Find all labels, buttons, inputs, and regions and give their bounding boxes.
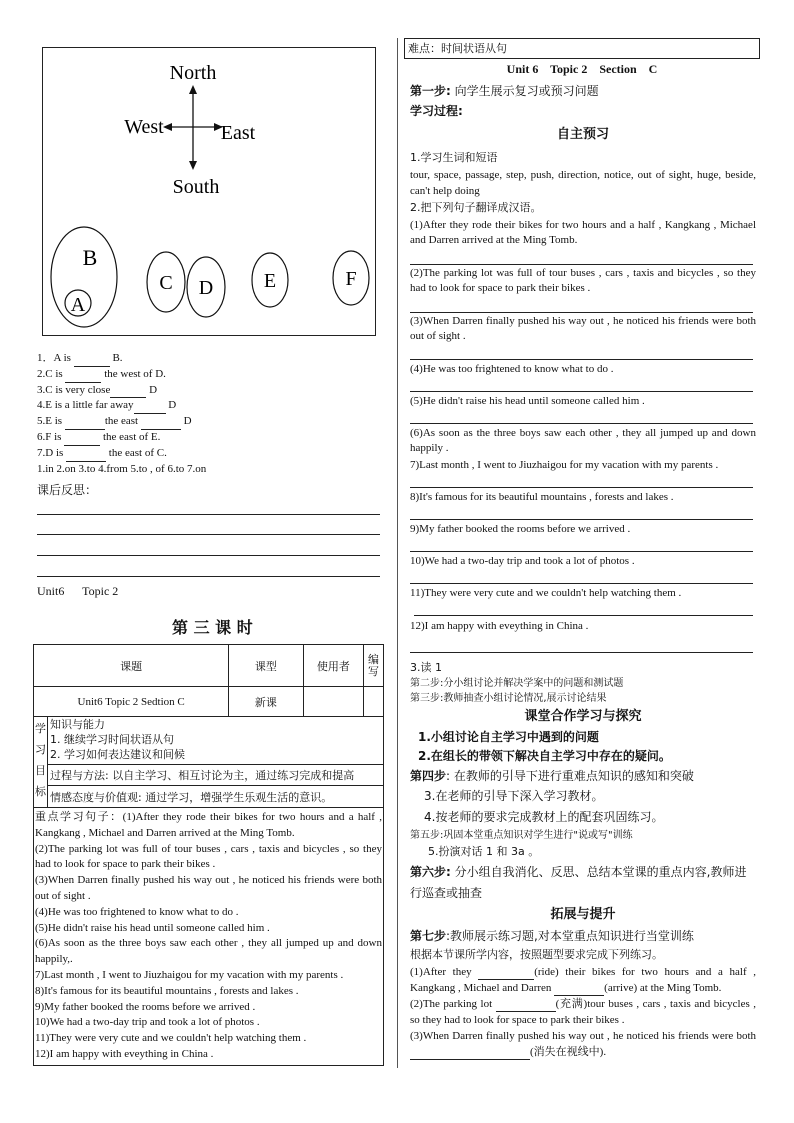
header-author: 编写 [364, 645, 384, 687]
compass-west-label: West [124, 116, 164, 138]
position-diagram [42, 47, 377, 337]
difficulty-box: 难点：时间状语从句 [404, 38, 760, 59]
reflection-line [37, 514, 380, 515]
cell-type: 新课 [229, 687, 303, 717]
step-4-item: 3.在老师的引导下深入学习教材。 [424, 789, 604, 803]
key-sentence: 7)Last month , I went to Jiuzhaigou for my vacation with my parents . [35, 968, 344, 981]
key-sentence: 11)They were very cute and we couldn't help watching them . [35, 1032, 307, 1045]
key-sentence: 12)I am happy with eveything in China . [35, 1047, 214, 1060]
step-3: 第三步:教师抽查小组讨论情况,展示讨论结果 [410, 693, 607, 704]
translate-sentence: (6)As soon as the three boys saw each other , they all jumped up and down happily . [410, 427, 756, 455]
translate-sentence: 10)We had a two-day trip and took a lot of photos . [410, 555, 635, 567]
key-sentence: (3)When Darren finally pushed his way out , he noticed his friends were both out of sight . [35, 874, 382, 902]
answer-blank[interactable] [65, 417, 105, 430]
answer-line[interactable] [410, 264, 753, 265]
practice-item: (3)When Darren finally pushed his way out , he noticed his friends were both (消失在视线中). [410, 1030, 756, 1058]
goal-process: 过程与方法: 以自主学习、相互讨论为主，通过练习完成和提高 [50, 769, 355, 782]
translate-sentence: (2)The parking lot was full of tour buses , cars , taxis and bicycles , so they had to look for space to park their bikes . [410, 267, 756, 295]
exercise-item: 6.F is the east of E. [37, 430, 377, 446]
exercise-item: 3.C is very close D [37, 383, 377, 399]
lesson-info-table [33, 644, 384, 717]
reflection-line [37, 534, 380, 535]
position-exercise [37, 351, 377, 477]
header-topic: 课题 [34, 645, 229, 687]
step-7-note: 根据本节课所学内容，按照题型要求完成下列练习。 [410, 948, 663, 961]
answer-blank[interactable] [66, 449, 106, 462]
translate-sentence: (4)He was too frightened to know what to do . [410, 363, 614, 375]
extension-title: 拓展与提升 [550, 907, 616, 922]
goal-item: 1. 继续学习时间状语从句 [50, 733, 174, 746]
process-label: 学习过程: [410, 104, 463, 118]
answer-line[interactable] [410, 487, 753, 488]
circle-d-label: D [198, 277, 214, 299]
translate-sentence: (1)After they rode their bikes for two hours and a half , Kangkang , Michael and Darren arrived at the Ming Tomb. [410, 219, 756, 247]
compass-north-label: North [169, 62, 217, 84]
goal-emotion: 情感态度与价值观: 通过学习，增强学生乐观生活的意识。 [50, 791, 333, 804]
header-type: 课型 [229, 645, 303, 687]
reflection-line [37, 576, 380, 577]
answer-line[interactable] [410, 312, 753, 313]
answer-blank[interactable] [110, 385, 146, 398]
goal-item: 2. 学习如何表达建议和间候 [50, 748, 185, 761]
translate-sentence: (5)He didn't raise his head until someone called him . [410, 395, 645, 407]
translate-sentence: 11)They were very cute and we couldn't help watching them . [410, 587, 682, 599]
answer-blank[interactable] [74, 354, 110, 367]
step-7: 第七步:教师展示练习题,对本堂重点知识进行当堂训练 [410, 929, 694, 943]
translate-sentence: (3)When Darren finally pushed his way out , he noticed his friends were both out of sight . [410, 315, 756, 343]
coop-item: 1.小组讨论自主学习中遇到的问题 [418, 730, 599, 744]
circle-b-label: B [82, 245, 98, 270]
circle-c-label: C [159, 272, 173, 294]
answer-blank[interactable] [141, 417, 181, 430]
answer-line[interactable] [410, 519, 753, 520]
answer-blank[interactable] [64, 433, 100, 446]
header-user: 使用者 [303, 645, 363, 687]
answer-blank[interactable] [554, 983, 604, 996]
answer-key: 1.in 2.on 3.to 4.from 5.to , of 6.to 7.on [37, 462, 207, 475]
vocab-list: tour, space, passage, step, push, direction, notice, out of sight, huge, beside, can't help doing [410, 169, 756, 197]
goals-label: 学习目标 [35, 722, 46, 798]
step-2: 第二步:分小组讨论并解决学案中的问题和测试题 [410, 678, 624, 689]
key-sentence: 8)It's famous for its beautiful mountains , forests and lakes . [35, 984, 299, 997]
column-divider [397, 38, 398, 1068]
answer-line[interactable] [410, 583, 753, 584]
exercise-item: 5.E is the east D [37, 414, 377, 430]
answer-line[interactable] [410, 423, 753, 424]
answer-line[interactable] [410, 652, 753, 653]
key-sentence: 9)My father booked the rooms before we arrived . [35, 1000, 256, 1013]
translate-sentence: 7)Last month , I went to Jiuzhaigou for my vacation with my parents . [410, 459, 719, 471]
section-title: Unit 6 Topic 2 Section C [506, 62, 658, 76]
unit-topic-line: Unit6 Topic 2 [37, 584, 119, 598]
key-sentence: (2)The parking lot was full of tour buses , cars , taxis and bicycles , so they had to look for space to park their bikes . [35, 842, 382, 871]
circle-a-label: A [70, 294, 86, 316]
goals-box [33, 716, 384, 808]
step-4: 第四步: 在教师的引导下进行重难点知识的感知和突破 [410, 769, 694, 783]
self-study-title: 自主预习 [556, 127, 609, 142]
goal-knowledge: 知识与能力 [50, 718, 105, 731]
key-sentence: 重点学习句子：(1)After they rode their bikes for two hours and a half , Kangkang , Michael and Darren arrived at the Ming Tomb. [35, 811, 382, 839]
reflection-label: 课后反思： [37, 483, 98, 497]
answer-blank[interactable] [134, 401, 166, 414]
coop-title: 课堂合作学习与探究 [524, 709, 642, 724]
step-5: 第五步:巩固本堂重点知识对学生进行"说或写"训练 [410, 830, 633, 841]
circle-f-label: F [345, 268, 357, 290]
translate-sentence: 8)It's famous for its beautiful mountains , forests and lakes . [410, 491, 674, 503]
vocab-label: 1.学习生词和短语 [410, 151, 498, 164]
answer-line[interactable] [410, 391, 753, 392]
answer-blank[interactable] [65, 370, 101, 383]
circle-e-label: E [263, 270, 277, 292]
lesson-title: 第 三 课 时 [172, 618, 253, 637]
cell-topic: Unit6 Topic 2 Sedtion C [34, 687, 229, 717]
answer-line[interactable] [410, 551, 753, 552]
step-1: 第一步: 向学生展示复习或预习问题 [410, 84, 599, 98]
compass-east-label: East [220, 122, 256, 144]
cell-user [303, 687, 363, 717]
answer-blank[interactable] [496, 999, 556, 1012]
key-sentence: (4)He was too frightened to know what to do . [35, 905, 239, 918]
key-sentences-box [33, 808, 384, 1066]
key-sentence: 10)We had a two-day trip and took a lot of photos . [35, 1016, 260, 1029]
answer-line[interactable] [410, 359, 753, 360]
practice-item: (2)The parking lot (充满)tour buses , cars , taxis and bicycles , so they had to look for space to park their bikes . [410, 998, 756, 1026]
cell-author [364, 687, 384, 717]
translate-label: 2.把下列句子翻译成汉语。 [410, 201, 542, 214]
answer-line[interactable] [414, 615, 753, 616]
reflection-line [37, 555, 380, 556]
translate-sentence: 9)My father booked the rooms before we arrived . [410, 523, 631, 535]
compass-south-label: South [172, 176, 220, 198]
step-4-item: 4.按老师的要求完成教材上的配套巩固练习。 [424, 810, 664, 824]
step-6: 第六步: 分小组自我消化、反思、总结本堂课的重点内容,教师进行巡查或抽查 [410, 865, 747, 900]
answer-blank[interactable] [478, 967, 534, 980]
exercise-item: 7.D is the east of C. [37, 446, 377, 462]
translate-sentence: 12)I am happy with eveything in China . [410, 620, 589, 632]
key-sentence: (6)As soon as the three boys saw each other , they all jumped up and down happily,. [35, 937, 382, 966]
step-5-item: 5.扮演对话 1 和 3a 。 [428, 845, 540, 858]
read-label: 3.读 1 [410, 661, 442, 674]
coop-item: 2.在组长的带领下解决自主学习中存在的疑问。 [418, 749, 671, 763]
key-sentence: (5)He didn't raise his head until someone called him . [35, 921, 270, 934]
exercise-item: 2.C is the west of D. [37, 367, 377, 383]
exercise-item: 4.E is a little far away D [37, 398, 377, 414]
practice-item: (1)After they (ride) their bikes for two hours and a half , Kangkang , Michael and Darren (arrive) at the Ming Tomb. [410, 966, 756, 994]
exercise-item: 1．A is B. [37, 351, 377, 367]
answer-blank[interactable] [410, 1047, 530, 1060]
